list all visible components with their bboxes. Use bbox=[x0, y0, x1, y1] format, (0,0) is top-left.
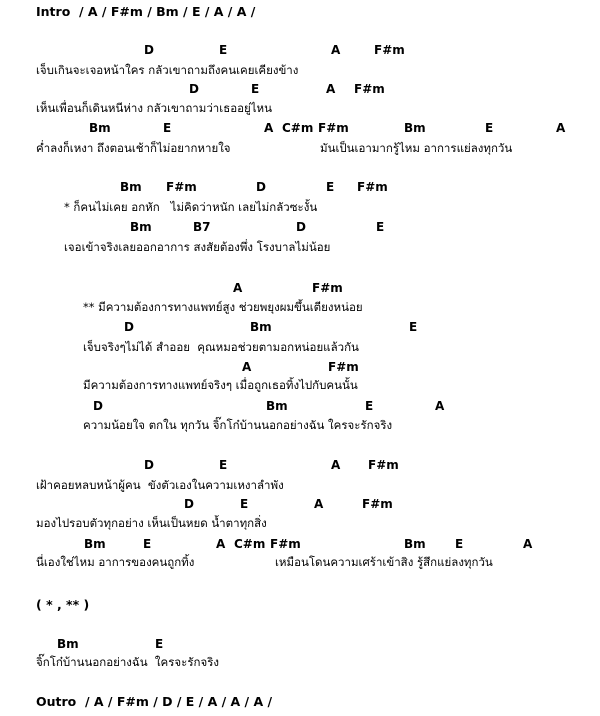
chord: D bbox=[124, 320, 134, 334]
chord: D bbox=[184, 497, 194, 511]
lyric-line: ** มีความต้องการทางแพทย์สูง ช่วยพยุงผมขึ้นเตียงหน่อย bbox=[83, 300, 363, 314]
chord: E bbox=[163, 121, 172, 135]
chord: F#m bbox=[354, 82, 385, 96]
chord: Bm bbox=[89, 121, 111, 135]
chord: Bm bbox=[57, 637, 79, 651]
chord: Bm bbox=[250, 320, 272, 334]
chord: D bbox=[256, 180, 266, 194]
chord: D bbox=[189, 82, 199, 96]
chord: A bbox=[435, 399, 445, 413]
chord: F#m bbox=[362, 497, 393, 511]
chord: A bbox=[331, 43, 341, 57]
chord: A bbox=[331, 458, 341, 472]
chord: D bbox=[296, 220, 306, 234]
chord: E bbox=[455, 537, 464, 551]
chord: Bm bbox=[404, 537, 426, 551]
chord: D bbox=[93, 399, 103, 413]
chord: Bm bbox=[130, 220, 152, 234]
chord: Bm bbox=[404, 121, 426, 135]
lyric-line: จิ๊กโก๋บ้านนอกอย่างฉัน ใครจะรักจริง bbox=[36, 655, 219, 669]
chord: D bbox=[144, 43, 154, 57]
chord: A bbox=[556, 121, 566, 135]
chord: A bbox=[264, 121, 274, 135]
chord: Bm bbox=[120, 180, 142, 194]
lyric-line: มันเป็นเอามากรู้ไหม อาการแย่ลงทุกวัน bbox=[320, 141, 513, 155]
chord: Bm bbox=[84, 537, 106, 551]
chord: F#m bbox=[374, 43, 405, 57]
chord: A bbox=[216, 537, 226, 551]
chord: F#m bbox=[357, 180, 388, 194]
chord: A bbox=[242, 360, 252, 374]
chord: Bm bbox=[266, 399, 288, 413]
chord: E bbox=[240, 497, 249, 511]
lyric-line: เจ็บจริงๆไม่ได้ สำออย คุณหมอช่วยตามอกหน่อยแล้วกัน bbox=[83, 340, 359, 354]
lyric-line: มีความต้องการทางแพทย์จริงๆ เมื่อถูกเธอทิ้งไปกับคนนั้น bbox=[83, 378, 358, 392]
chord: E bbox=[219, 43, 228, 57]
chord: C#m bbox=[282, 121, 314, 135]
outro-line: Outro / A / F#m / D / E / A / A / A / bbox=[36, 694, 273, 709]
intro-line: Intro / A / F#m / Bm / E / A / A / bbox=[36, 4, 256, 19]
chord: E bbox=[485, 121, 494, 135]
chord: F#m bbox=[166, 180, 197, 194]
lyric-line: เห็นเพื่อนก็เดินหนีห่าง กลัวเขาถามว่าเธออยู่ไหน bbox=[36, 101, 272, 115]
chord: F#m bbox=[270, 537, 301, 551]
chord: E bbox=[365, 399, 374, 413]
chord: E bbox=[251, 82, 260, 96]
chord: E bbox=[143, 537, 152, 551]
chord: E bbox=[376, 220, 385, 234]
chord: E bbox=[326, 180, 335, 194]
chord: F#m bbox=[368, 458, 399, 472]
lyric-line: ค่ำลงก็เหงา ถึงตอนเช้าก็ไม่อยากหายใจ bbox=[36, 141, 231, 155]
chord: C#m bbox=[234, 537, 266, 551]
chord: A bbox=[326, 82, 336, 96]
lyric-line: เจอเข้าจริงเลยออกอาการ สงสัยต้องพึ่ง โรงบาลไม่น้อย bbox=[64, 240, 331, 254]
lyric-line: เฝ้าคอยหลบหน้าผู้คน ขังตัวเองในความเหงาลำพัง bbox=[36, 478, 284, 492]
chord: E bbox=[219, 458, 228, 472]
lyric-line: เหมือนโดนความเศร้าเข้าสิง รู้สึกแย่ลงทุกวัน bbox=[275, 555, 493, 569]
repeat-marker: ( * , ** ) bbox=[36, 597, 90, 612]
chord: D bbox=[144, 458, 154, 472]
lyric-line: นี่เองใช่ไหม อาการของคนถูกทิ้ง bbox=[36, 555, 195, 569]
lyric-line: * ก็คนไม่เคย อกหัก ไม่คิดว่าหนัก เลยไม่กลัวซะงั้น bbox=[64, 200, 318, 214]
chord: B7 bbox=[193, 220, 211, 234]
chord: A bbox=[233, 281, 243, 295]
lyric-line: มองไปรอบตัวทุกอย่าง เห็นเป็นหยด น้ำตาทุกสิ่ง bbox=[36, 516, 267, 530]
chord: E bbox=[155, 637, 164, 651]
chord: E bbox=[409, 320, 418, 334]
chord: F#m bbox=[318, 121, 349, 135]
lyric-line: ความน้อยใจ ตกใน ทุกวัน จิ๊กโก๋บ้านนอกอย่างฉัน ใครจะรักจริง bbox=[83, 418, 393, 432]
chord: A bbox=[523, 537, 533, 551]
chord: A bbox=[314, 497, 324, 511]
chord: F#m bbox=[312, 281, 343, 295]
chord: F#m bbox=[328, 360, 359, 374]
lyric-line: เจ็บเกินจะเจอหน้าใคร กลัวเขาถามถึงคนเคยเคียงข้าง bbox=[36, 63, 299, 77]
